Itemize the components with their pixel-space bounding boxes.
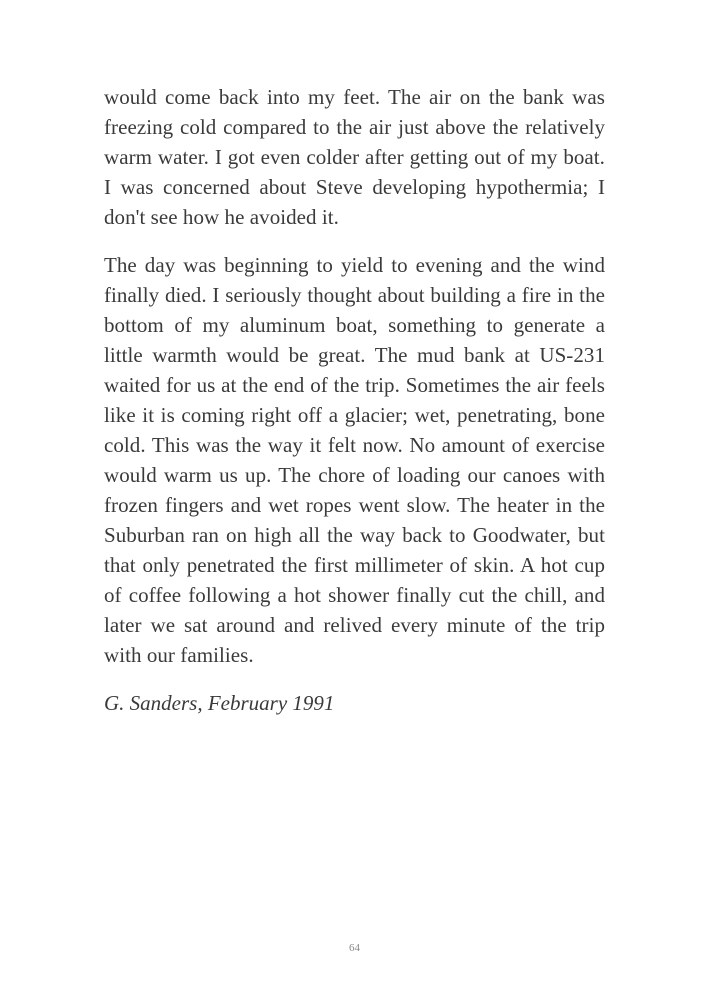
author-signature: G. Sanders, February 1991 [104,691,335,715]
page-number: 64 [349,942,360,954]
paragraph-2: The day was beginning to yield to evening and the wind finally died. I seriously thought about building a fire in the bottom of my aluminum boat, something to generate a little warmth would be great. The mud bank at US-231 waited for us at the end of the trip. Sometimes the air feels like it is coming right off a glacier; wet, penetrating, bone cold. This was the way it felt now. No amount of exercise would warm us up. The chore of loading our canoes with frozen fingers and wet ropes went slow. The heater in the Suburban ran on high all the way back to Goodwater, but that only penetrated the first millimeter of skin. A hot cup of coffee following a hot shower finally cut the chill, and later we sat around and relived every minute of the trip with our families. [104,253,605,667]
page-body [104,82,605,718]
paragraph-1: would come back into my feet. The air on the bank was freezing cold compared to the air just above the relatively warm water. I got even colder after getting out of my boat. I was concerned about Steve developing hypothermia; I don't see how he avoided it. [104,85,605,229]
